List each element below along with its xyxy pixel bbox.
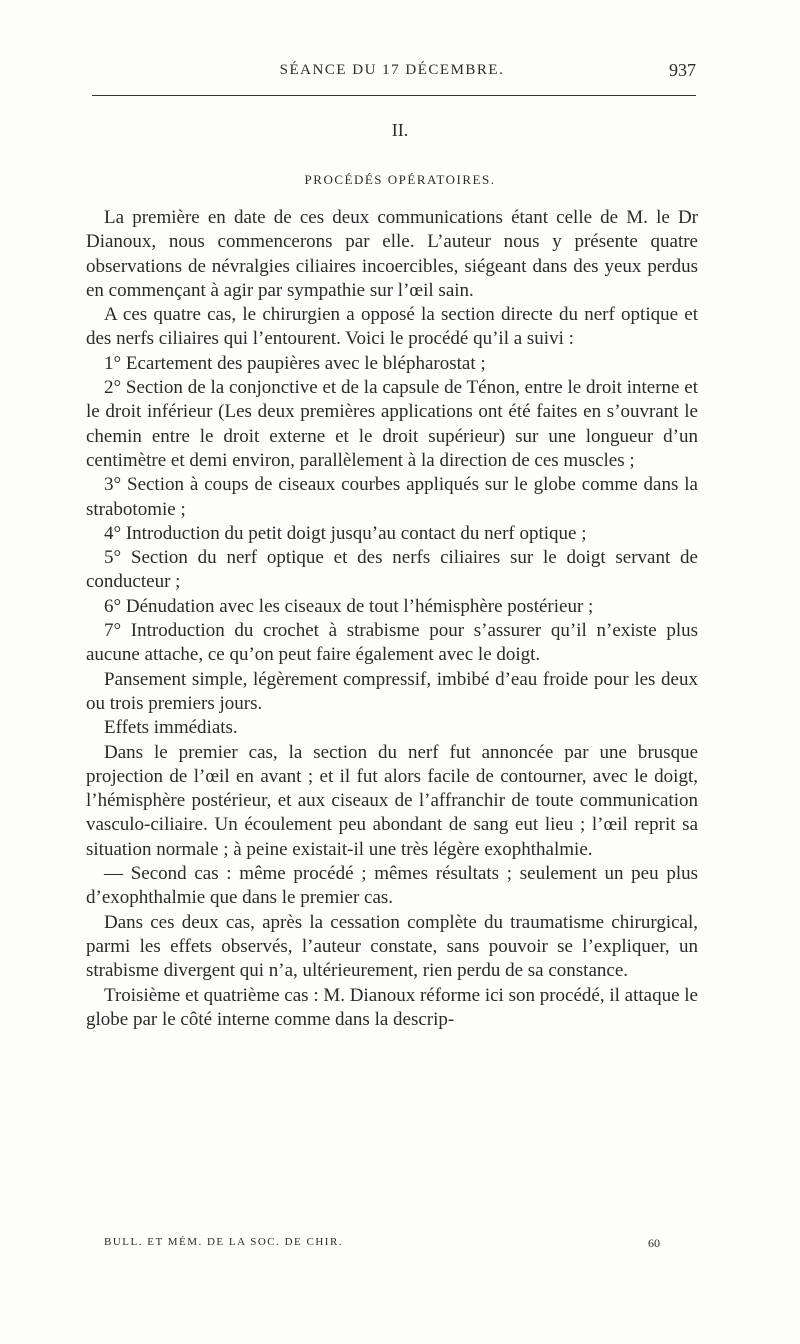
list-item: 1° Ecartement des paupières avec le blépharostat ; (104, 352, 486, 374)
section-number: II. (391, 120, 409, 140)
running-title: SÉANCE DU 17 DÉCEMBRE. (279, 62, 505, 78)
body-text (86, 206, 698, 1032)
page-footer (104, 1236, 660, 1256)
paragraph: La première en date de ces deux communications étant celle de M. le Dr Dianoux, nous commencerons par elle. L’auteur nous y présente quatre observations de névralgies ciliaires incoercibles, siégeant dans des yeux perdus en commençant à agir par sympathie sur l’œil sain. (86, 207, 698, 301)
list-item: 3° Section à coups de ciseaux courbes appliqués sur le globe comme dans la strabotomie ; (86, 474, 698, 520)
list-item: 2° Section de la conjonctive et de la capsule de Ténon, entre le droit interne et le droit inférieur (Les deux premières applications ont été faites en s’ouvrant le chemin entre le droit externe et le droit supérieur) sur une longueur d’un centimètre et demi environ, parallèlement à la direction de ces muscles ; (86, 377, 698, 471)
page-number: 937 (669, 60, 696, 80)
paragraph: Troisième et quatrième cas : M. Dianoux réforme ici son procédé, il attaque le globe par le côté interne comme dans la descrip- (86, 984, 698, 1030)
list-item: 7° Introduction du crochet à strabisme pour s’assurer qu’il n’existe plus aucune attache, ce qu’on peut faire également avec le doigt. (86, 620, 698, 666)
header-rule (92, 95, 696, 96)
paragraph: Pansement simple, légèrement compressif, imbibé d’eau froide pour les deux ou trois premiers jours. (86, 668, 698, 714)
footer-journal-title: BULL. ET MÉM. DE LA SOC. DE CHIR. (104, 1236, 344, 1248)
list-item: 5° Section du nerf optique et des nerfs ciliaires sur le doigt servant de conducteur ; (86, 547, 698, 593)
list-item: 6° Dénudation avec les ciseaux de tout l’hémisphère postérieur ; (104, 595, 594, 617)
paragraph: Effets immédiats. (104, 717, 238, 739)
paragraph: Dans ces deux cas, après la cessation complète du traumatisme chirurgical, parmi les effets observés, l’auteur constate, sans pouvoir se l’expliquer, un strabisme divergent qui n’a, ultérieurement, rien perdu de sa constance. (86, 911, 698, 982)
footer-signature-number: 60 (648, 1236, 660, 1250)
running-header (88, 60, 696, 88)
list-item: 4° Introduction du petit doigt jusqu’au contact du nerf optique ; (104, 522, 587, 544)
paragraph: A ces quatre cas, le chirurgien a opposé la section directe du nerf optique et des nerfs ciliaires qui l’entourent. Voici le procédé qu’il a suivi : (86, 304, 698, 350)
paragraph: Dans le premier cas, la section du nerf fut annoncée par une brusque projection de l’œil en avant ; et il fut alors facile de contourner, avec le doigt, l’hémisphère postérieur, et aux ciseaux de l’affranchir de toute communication vasculo-ciliaire. Un écoulement peu abondant de sang eut lieu ; l’œil reprit sa situation normale ; à peine existait-il une très légère exophthalmie. (86, 741, 698, 860)
section-title: PROCÉDÉS OPÉRATOIRES. (304, 172, 496, 187)
paragraph: — Second cas : même procédé ; mêmes résultats ; seulement un peu plus d’exophthalmie que dans le premier cas. (86, 863, 698, 909)
